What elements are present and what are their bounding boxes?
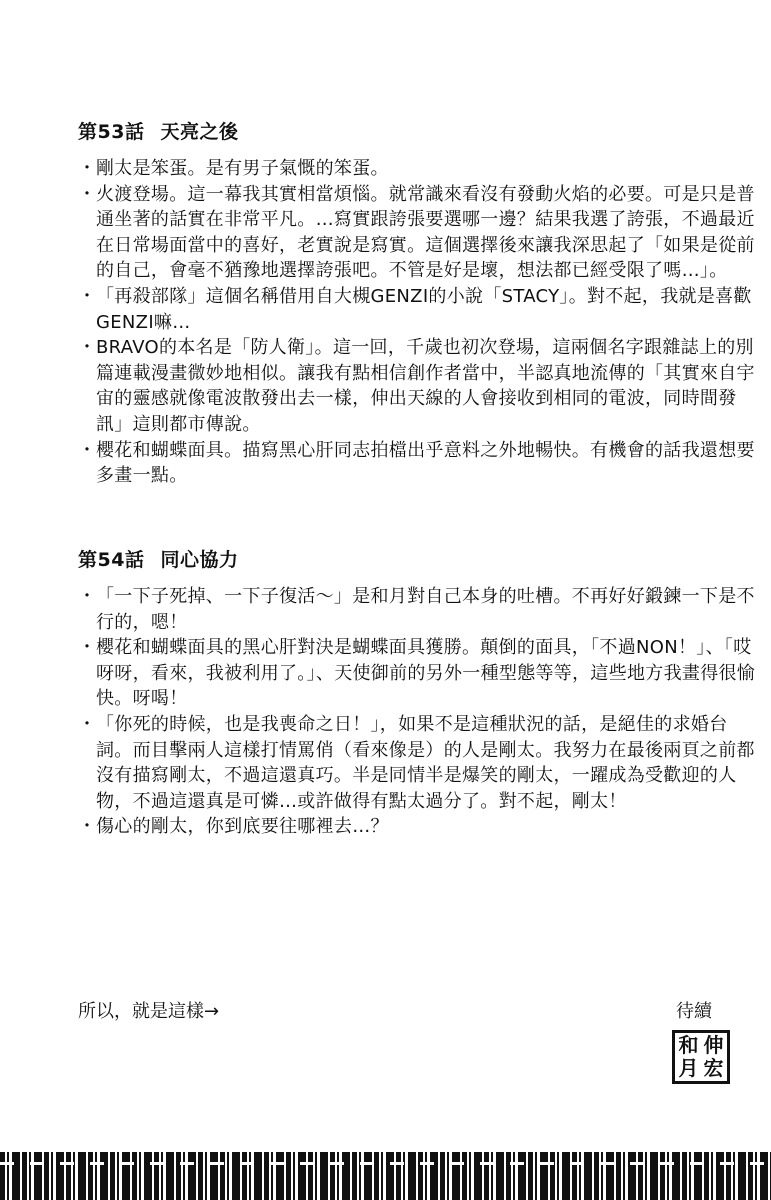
chapter-number: 第54話 [78,549,145,571]
note-text: 「再殺部隊」這個名稱借用自大槻GENZI的小說「STACY」。對不起，我就是喜歡GENZI嘛… [96,285,752,333]
bullet-mark: ・ [78,586,97,607]
seal-char: 宏 [703,1056,724,1080]
chapter-54-title [78,548,758,572]
note-item [78,284,758,335]
note-text: 櫻花和蝴蝶面具的黑心肝對決是蝴蝶面具獲勝。顛倒的面具，「不過NON！」、「哎呀呀，看來，我被利用了。」、天使御前的另外一種型態等等，這些地方我畫得很愉快。呀喝！ [96,637,756,710]
note-item [78,182,758,284]
note-text: 火渡登場。這一幕我其實相當煩惱。就常識來看沒有發動火焰的必要。可是只是普通坐著的話實在非常平凡。…寫實跟誇張要選哪一邊？結果我選了誇張，不過最近在日常場面當中的喜好，老實說是寫實。這個選擇後來讓我深思起了「如果是從前的自己，會毫不猶豫地選擇誇張吧。不管是好是壞，想法都已經受限了嗎…」。 [96,183,755,282]
author-seal-stamp [672,1030,730,1084]
chapter-53-notes [78,120,758,489]
chapter-53-title [78,120,758,144]
bullet-mark: ・ [78,439,97,461]
seal-char: 伸 [703,1033,724,1057]
chapter-name: 天亮之後 [160,121,239,143]
chapter-number: 第53話 [78,121,145,143]
note-item [78,156,758,182]
note-item [78,584,758,635]
bullet-mark: ・ [78,183,97,205]
bullet-mark: ・ [78,816,97,838]
bullet-mark: ・ [78,637,97,659]
note-item [78,438,758,489]
note-text: 剛太是笨蛋。是有男子氣慨的笨蛋。 [96,158,389,179]
bullet-mark: ・ [78,158,97,179]
note-list [78,156,758,489]
bullet-mark: ・ [78,285,97,307]
closing-line: 所以，就是這樣→ [78,1001,220,1022]
decorative-border-strip [0,1152,771,1200]
note-text: 傷心的剛太，你到底要往哪裡去…？ [96,816,389,838]
note-item [78,635,758,712]
bullet-mark: ・ [78,337,97,359]
chapter-name: 同心協力 [160,549,239,571]
note-text: 櫻花和蝴蝶面具。描寫黑心肝同志拍檔出乎意料之外地暢快。有機會的話我還想要多畫一點。 [96,439,755,487]
bullet-mark: ・ [78,713,97,735]
note-text: 「一下子死掉、一下子復活～」是和月對自己本身的吐槽。不再好好鍛鍊一下是不行的，嗯！ [96,586,755,633]
note-item [78,335,758,437]
note-text: BRAVO的本名是「防人衛」。這一回，千歲也初次登場，這兩個名字跟雜誌上的別篇連載漫畫微妙地相似。讓我有點相信創作者當中，半認真地流傳的「其實來自宇宙的靈感就像電波散發出去一樣，伸出天線的人會接收到相同的電波，同時間發訊」這則都市傳說。 [96,337,755,435]
note-list [78,584,758,840]
note-item [78,712,758,814]
seal-char: 月 [678,1056,699,1080]
seal-char: 和 [678,1033,699,1057]
chapter-54-notes [78,548,758,840]
note-text: 「你死的時候，也是我喪命之日！」，如果不是這種狀況的話，是絕佳的求婚台詞。而目擊兩人這樣打情罵俏（看來像是）的人是剛太。我努力在最後兩頁之前都沒有描寫剛太，不過這還真巧。半是同情半是爆笑的剛太，一躍成為受歡迎的人物，不過這還真是可憐…或許做得有點太過分了。對不起，剛太！ [96,713,755,812]
note-item [78,814,758,840]
to-be-continued: 待續 [676,1001,712,1022]
